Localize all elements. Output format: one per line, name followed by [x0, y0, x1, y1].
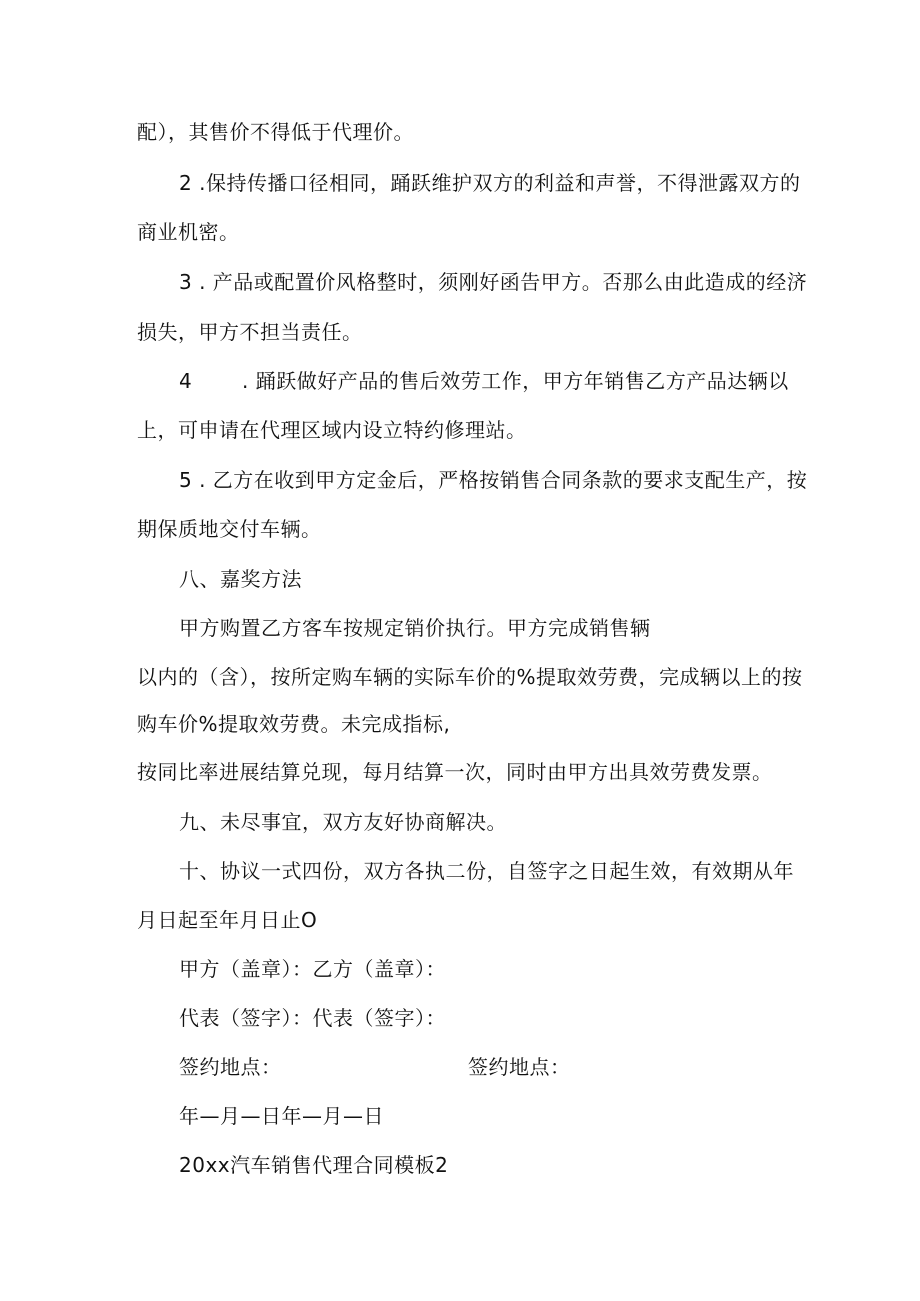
signature-line: 代表（签字）：代表（签字）： [179, 1006, 446, 1030]
section-8-line-1: 甲方购置乙方客车按规定销价执行。甲方完成销售辆 [179, 616, 651, 640]
clause-3-line-2: 损失，甲方不担当责任。 [137, 320, 363, 344]
section-8-line-2: 以内的（含），按所定购车辆的实际车价的%提取效劳费，完成辆以上的按 [137, 665, 803, 689]
clause-5-line-2: 期保质地交付车辆。 [137, 517, 322, 541]
signing-place-left: 签约地点： [179, 1055, 282, 1079]
clause-2-line-2: 商业机密。 [137, 220, 240, 244]
section-9-line: 九、未尽事宜，双方友好协商解决。 [179, 810, 507, 834]
section-10-line-1: 十、协议一式四份，双方各执二份，自签字之日起生效，有效期从年 [179, 859, 794, 883]
date-line: 年—月—日年—月—日 [179, 1104, 384, 1128]
clause-4-line-1: . 踊跃做好产品的售后效劳工作，甲方年销售乙方产品达辆以 [242, 369, 789, 393]
section-8-heading: 八、嘉奖方法 [179, 567, 302, 591]
clause-5-line-1: 5 . 乙方在收到甲方定金后，严格按销售合同条款的要求支配生产，按 [179, 468, 808, 492]
section-8-line-4: 按同比率进展结算兑现，每月结算一次，同时由甲方出具效劳费发票。 [137, 760, 773, 784]
clause-2-line-1: 2 .保持传播口径相同，踊跃维护双方的利益和声誉，不得泄露双方的 [179, 171, 801, 195]
seal-line: 甲方（盖章）：乙方（盖章）： [179, 957, 446, 981]
next-document-title: 20xx汽车销售代理合同模板2 [179, 1153, 449, 1177]
signing-place-right: 签约地点： [468, 1055, 571, 1079]
clause-4-line-2: 上，可申请在代理区域内设立特约修理站。 [137, 418, 527, 442]
section-10-line-2: 月日起至年月日止O [137, 908, 318, 932]
clause-4-number: 4 [179, 369, 193, 393]
clause-3-line-1: 3 . 产品或配置价风格整时，须刚好函告甲方。否那么由此造成的经济 [179, 270, 808, 294]
section-8-line-3: 购车价%提取效劳费。未完成指标, [137, 712, 451, 736]
text-line-1: 配），其售价不得低于代理价。 [137, 120, 414, 144]
